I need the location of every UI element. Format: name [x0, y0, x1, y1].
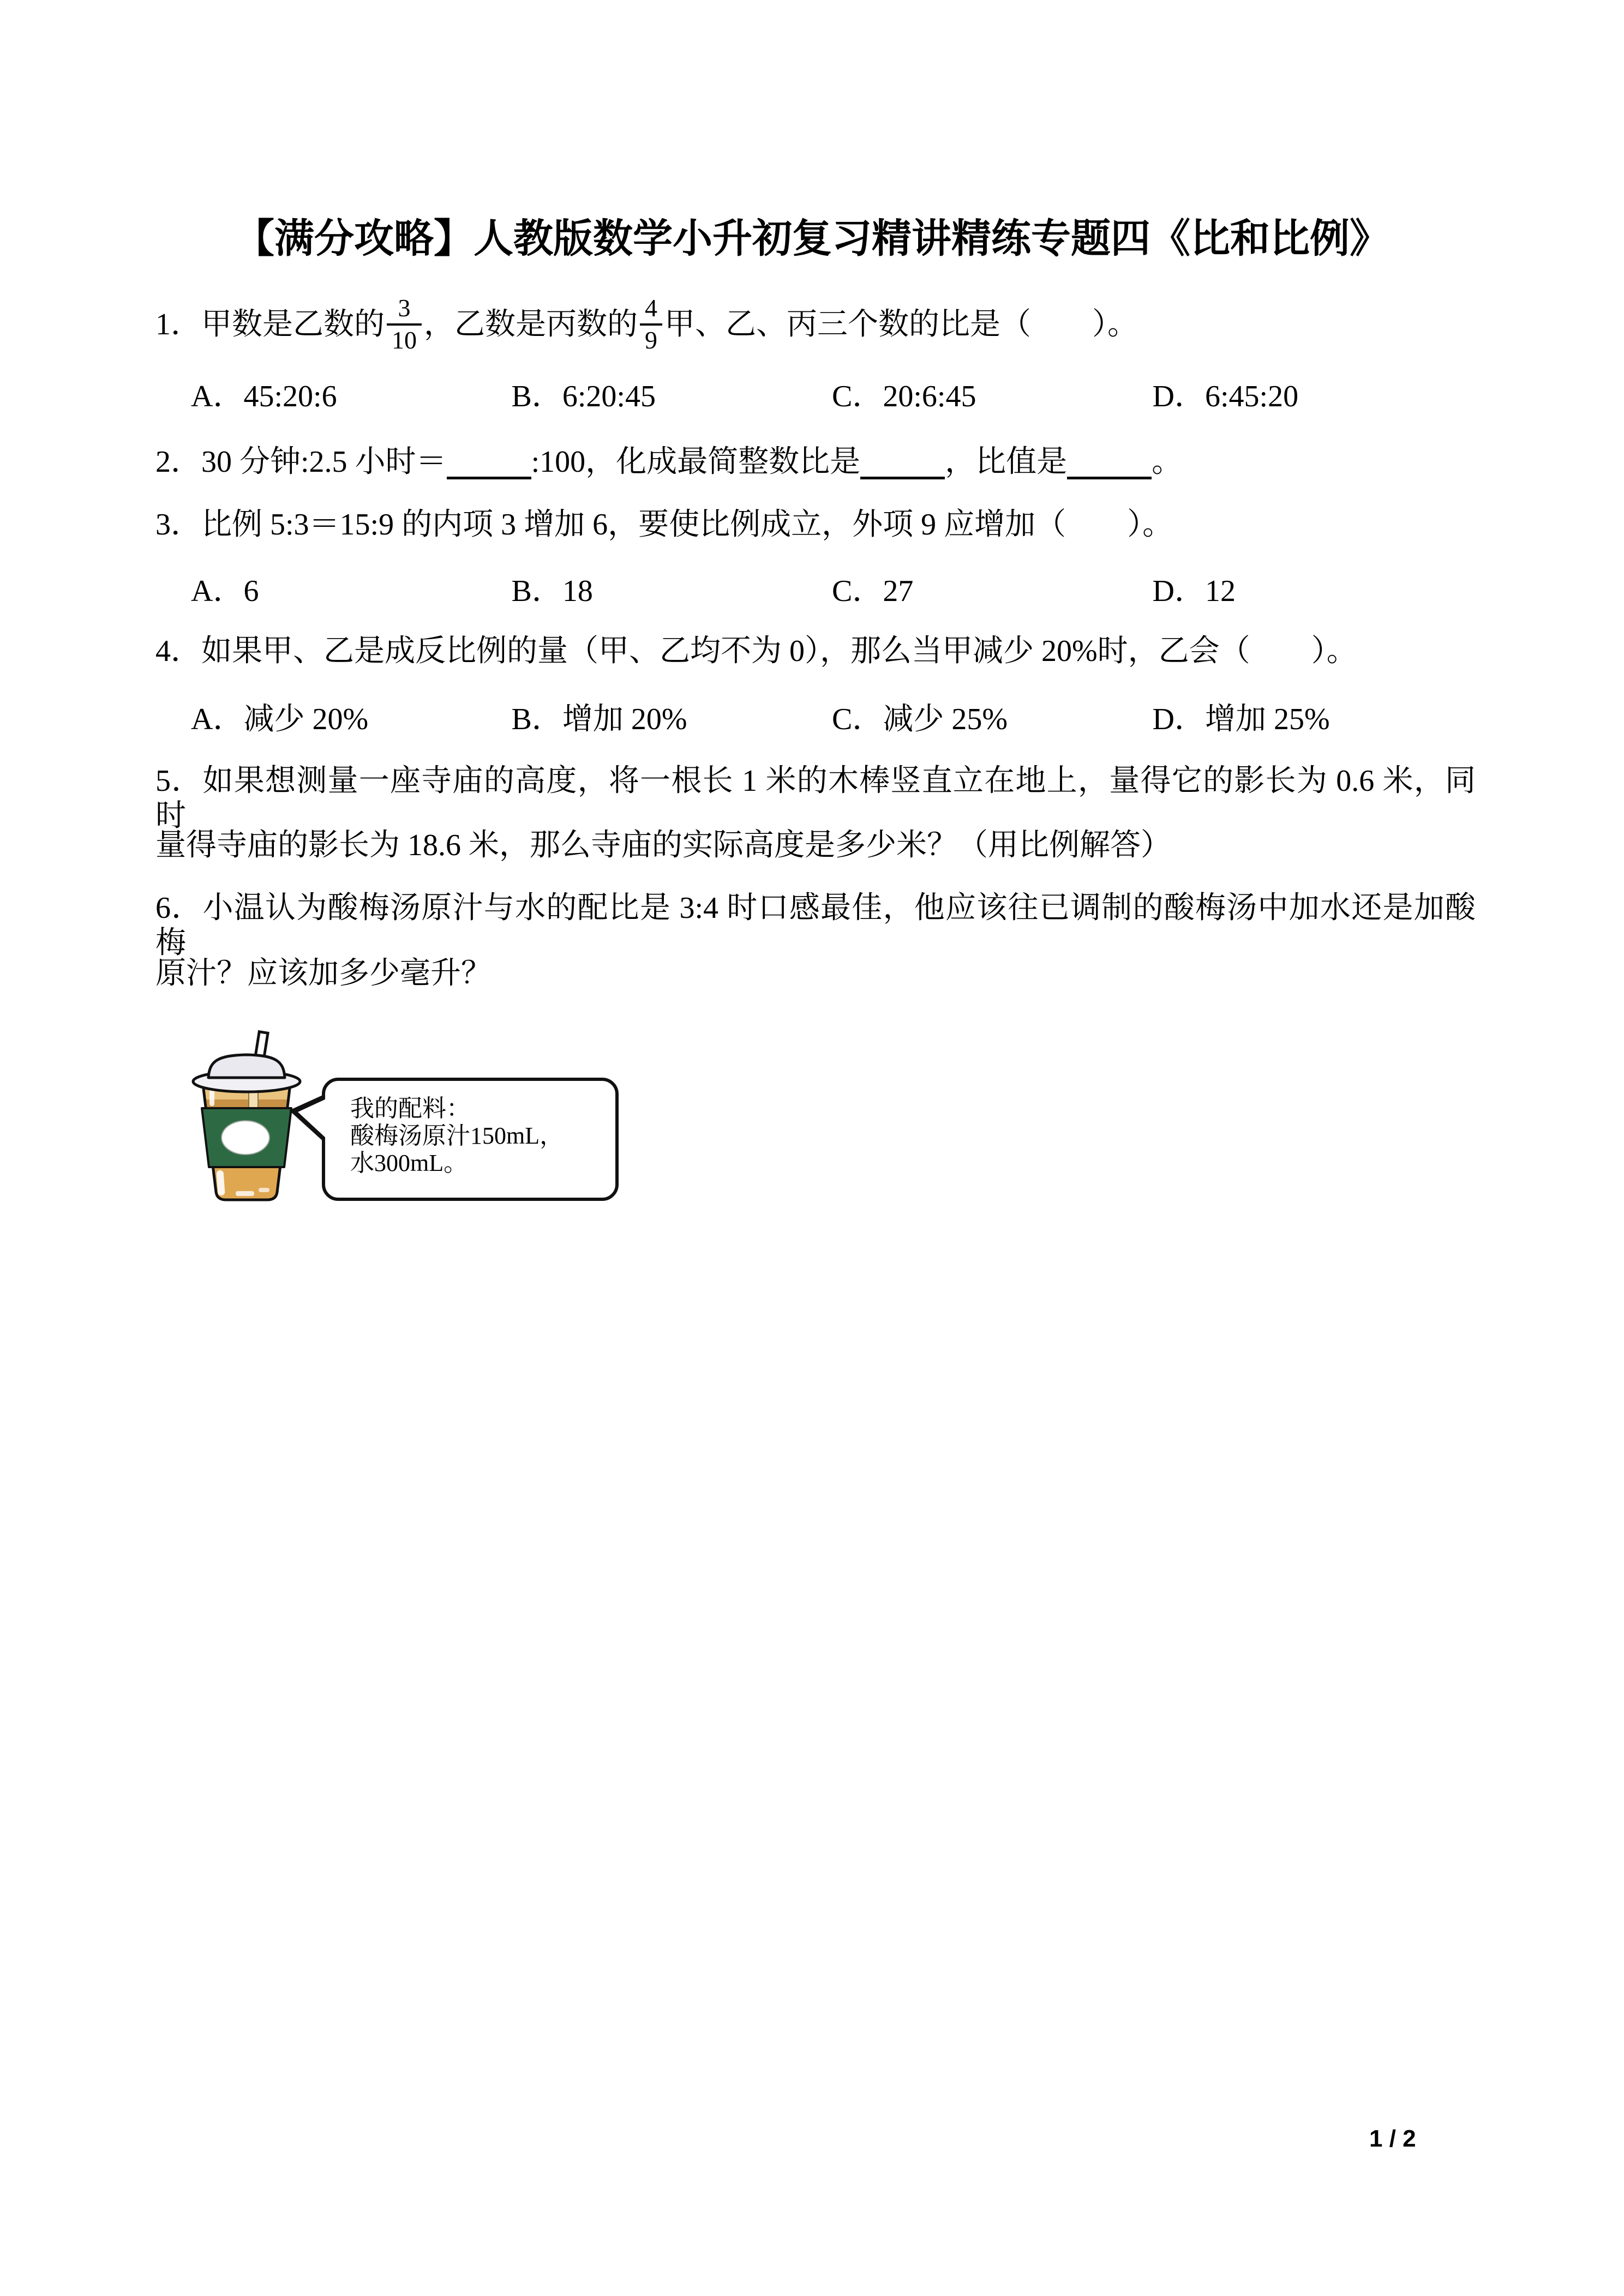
- blank-underline: [860, 453, 945, 479]
- option-c: [832, 379, 1153, 414]
- question-6-number: 6．: [155, 891, 203, 925]
- question-5-text-2: 量得寺庙的影长为 18.6 米，那么寺庙的实际高度是多少米？（用比例解答）: [155, 828, 1171, 862]
- sleeve-logo-circle: [221, 1121, 269, 1155]
- question-4-text: 如果甲、乙是成反比例的量（甲、乙均不为 0），那么当甲减少 20%时，乙会（ ）。: [201, 634, 1357, 668]
- question-4-line: [155, 634, 1357, 669]
- question-5-line-1: [155, 764, 1476, 833]
- question-6-text-1: 小温认为酸梅汤原汁与水的配比是 3:4 时口感最佳，他应该往已调制的酸梅汤中加水还是加酸梅: [155, 891, 1476, 960]
- option-text: 增加 25%: [1204, 702, 1330, 736]
- question-3-number: 3．: [155, 508, 201, 542]
- question-2-line: [155, 444, 1182, 479]
- fraction-denominator: 10: [387, 323, 422, 354]
- option-d: [1153, 574, 1473, 609]
- page-title: 【满分攻略】人教版数学小升初复习精讲精练专题四《比和比例》: [235, 217, 1389, 261]
- question-3-text: 比例 5:3＝15:9 的内项 3 增加 6，要使比例成立，外项 9 应增加（ ）。: [201, 508, 1173, 542]
- fraction-numerator: 3: [398, 294, 411, 322]
- question-3-options: [191, 574, 1473, 609]
- option-text: 18: [562, 574, 593, 608]
- question-5-text-1: 如果想测量一座寺庙的高度，将一根长 1 米的木棒竖直立在地上，量得它的影长为 0.6 米，同时: [155, 764, 1476, 833]
- question-6-text-2: 原汁？应该加多少毫升？: [155, 957, 492, 990]
- question-1-number: 1．: [155, 308, 201, 341]
- option-label: A．: [191, 702, 244, 736]
- blank-underline: [447, 453, 531, 479]
- option-c: [832, 574, 1153, 609]
- fraction-3-10: [387, 295, 422, 354]
- option-b: [512, 574, 832, 609]
- fraction-denominator: 9: [640, 323, 662, 354]
- question-2-text-c: ，比值是: [945, 445, 1068, 479]
- question-1-text-a: 甲数是乙数的: [201, 308, 385, 341]
- option-a: [191, 574, 512, 609]
- option-label: C．: [832, 380, 883, 413]
- option-a: [191, 379, 512, 414]
- option-text: 45:20:6: [243, 380, 337, 413]
- option-text: 减少 25%: [883, 702, 1008, 736]
- page-number: 1 / 2: [1369, 2125, 1416, 2152]
- option-text: 12: [1204, 574, 1236, 608]
- drink-cup-illustration: [185, 1030, 867, 1248]
- option-b: [512, 702, 832, 737]
- option-label: B．: [511, 702, 562, 736]
- cup-sleeve: [202, 1108, 291, 1167]
- cup-lid: [193, 1055, 300, 1092]
- option-d: [1153, 702, 1473, 737]
- option-text: 27: [883, 574, 914, 608]
- option-label: C．: [832, 702, 883, 736]
- question-2-text-d: 。: [1152, 445, 1183, 479]
- option-d: [1153, 379, 1473, 414]
- option-text: 6:45:20: [1204, 380, 1299, 413]
- option-label: C．: [832, 574, 883, 608]
- option-text: 增加 20%: [562, 702, 687, 736]
- question-2-text-b: :100，化成最简整数比是: [531, 445, 861, 479]
- question-4-number: 4．: [155, 634, 201, 668]
- speech-bubble: [322, 1078, 619, 1201]
- question-5-number: 5．: [155, 764, 203, 798]
- bubble-line-2: 酸梅汤原汁150mL，: [350, 1122, 564, 1149]
- question-1-text-b: ，乙数是丙数的: [424, 308, 638, 341]
- option-text: 6: [243, 574, 259, 608]
- option-label: B．: [511, 574, 562, 608]
- question-1-options: [191, 379, 1473, 414]
- blank-underline: [1067, 453, 1152, 479]
- fraction-4-9: [640, 295, 662, 354]
- option-a: [191, 702, 512, 737]
- option-c: [832, 702, 1153, 737]
- option-label: D．: [1152, 380, 1205, 413]
- question-2-number: 2．: [155, 445, 201, 479]
- question-3-line: [155, 507, 1173, 542]
- option-label: D．: [1152, 702, 1205, 736]
- option-b: [512, 379, 832, 414]
- question-5-line-2: [155, 828, 1171, 863]
- bubble-line-3: 水300mL。: [350, 1150, 468, 1176]
- question-6-line-1: [155, 891, 1476, 960]
- question-1-text-c: 甲、乙、丙三个数的比是（ ）。: [664, 308, 1138, 341]
- option-label: A．: [191, 380, 244, 413]
- question-1-line: [155, 296, 1138, 353]
- option-label: B．: [511, 380, 562, 413]
- option-text: 20:6:45: [883, 380, 976, 413]
- fraction-numerator: 4: [645, 294, 657, 322]
- option-text: 6:20:45: [562, 380, 656, 413]
- option-text: 减少 20%: [243, 702, 369, 736]
- question-4-options: [191, 702, 1473, 737]
- question-2-text-a: 30 分钟:2.5 小时＝: [201, 445, 447, 479]
- option-label: A．: [191, 574, 244, 608]
- bubble-line-1: 我的配料：: [350, 1095, 470, 1122]
- question-6-line-2: [155, 956, 492, 991]
- option-label: D．: [1152, 574, 1205, 608]
